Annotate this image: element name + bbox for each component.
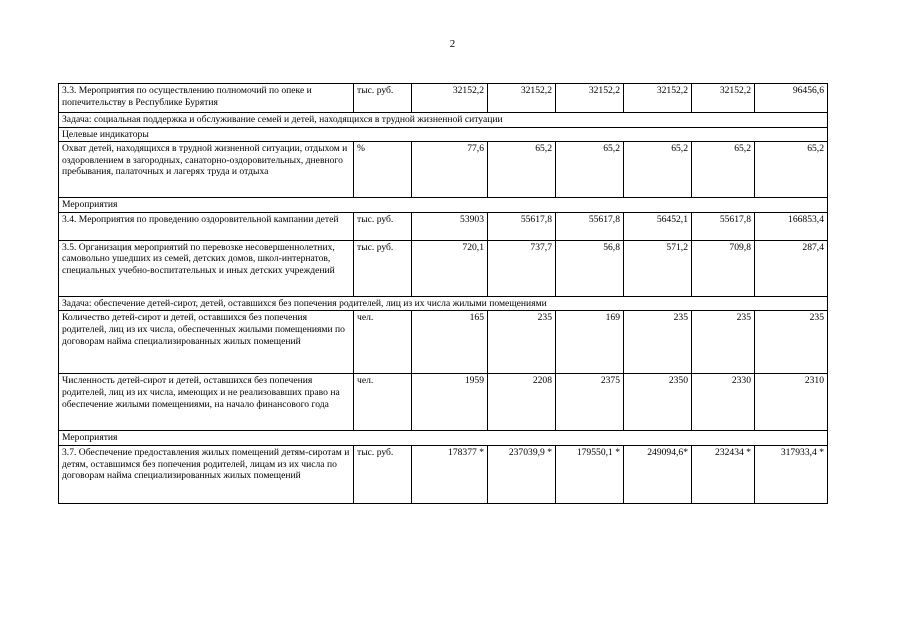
section-heading: Мероприятия bbox=[59, 198, 828, 213]
unit-cell: тыс. руб. bbox=[354, 445, 412, 503]
value-cell: 235 bbox=[488, 311, 556, 374]
value-cell: 65,2 bbox=[755, 142, 828, 198]
section-heading: Мероприятия bbox=[59, 431, 828, 446]
row-name-cell: Охват детей, находящихся в трудной жизненной ситуации, отдыхом и оздоровлением в загородных, санаторно-оздоровительных, дневного пребывания, палаточных и лагерях труда и отдыха bbox=[59, 142, 354, 198]
value-cell: 237039,9 * bbox=[488, 445, 556, 503]
value-cell: 56,8 bbox=[556, 240, 624, 296]
section-row bbox=[59, 127, 828, 142]
value-cell: 235 bbox=[692, 311, 755, 374]
page-number: 2 bbox=[449, 38, 456, 50]
value-cell: 55617,8 bbox=[692, 212, 755, 240]
table-row bbox=[59, 311, 828, 374]
value-cell: 96456,6 bbox=[755, 84, 828, 113]
value-cell: 235 bbox=[755, 311, 828, 374]
unit-cell: тыс. руб. bbox=[354, 84, 412, 113]
value-cell: 2310 bbox=[755, 374, 828, 431]
value-cell: 2330 bbox=[692, 374, 755, 431]
value-cell: 166853,4 bbox=[755, 212, 828, 240]
section-row bbox=[59, 431, 828, 446]
value-cell: 55617,8 bbox=[488, 212, 556, 240]
value-cell: 249094,6* bbox=[624, 445, 692, 503]
unit-cell: тыс. руб. bbox=[354, 240, 412, 296]
value-cell: 55617,8 bbox=[556, 212, 624, 240]
value-cell: 737,7 bbox=[488, 240, 556, 296]
row-name-cell: Численность детей-сирот и детей, оставшихся без попечения родителей, лиц из их числа, имеющих и не реализовавших право на обеспечение жилыми помещениями, на начало финансового года bbox=[59, 374, 354, 431]
value-cell: 2208 bbox=[488, 374, 556, 431]
value-cell: 32152,2 bbox=[692, 84, 755, 113]
table-row bbox=[59, 240, 828, 296]
value-cell: 709,8 bbox=[692, 240, 755, 296]
section-heading: Целевые индикаторы bbox=[59, 127, 828, 142]
row-name-cell: Количество детей-сирот и детей, оставшихся без попечения родителей, лиц из их числа, обеспеченных жилыми помещениями по договорам найма специализированных жилых помещений bbox=[59, 311, 354, 374]
value-cell: 65,2 bbox=[624, 142, 692, 198]
table-row bbox=[59, 212, 828, 240]
unit-cell: чел. bbox=[354, 374, 412, 431]
value-cell: 1959 bbox=[412, 374, 488, 431]
value-cell: 32152,2 bbox=[488, 84, 556, 113]
table-row bbox=[59, 142, 828, 198]
row-name-cell: 3.5. Организация мероприятий по перевозке несовершеннолетних, самовольно ушедших из семей, детских домов, школ-интернатов, специальных учебно-воспитательных и иных детских учреждений bbox=[59, 240, 354, 296]
unit-cell: % bbox=[354, 142, 412, 198]
section-heading: Задача: социальная поддержка и обслуживание семей и детей, находящихся в трудной жизненной ситуации bbox=[59, 113, 828, 128]
value-cell: 65,2 bbox=[556, 142, 624, 198]
row-name-cell: 3.3. Мероприятия по осуществлению полномочий по опеке и попечительству в Республике Бурятия bbox=[59, 84, 354, 113]
value-cell: 65,2 bbox=[692, 142, 755, 198]
unit-cell: тыс. руб. bbox=[354, 212, 412, 240]
value-cell: 32152,2 bbox=[624, 84, 692, 113]
row-name-cell: 3.4. Мероприятия по проведению оздоровительной кампании детей bbox=[59, 212, 354, 240]
value-cell: 720,1 bbox=[412, 240, 488, 296]
value-cell: 65,2 bbox=[488, 142, 556, 198]
table-row bbox=[59, 374, 828, 431]
value-cell: 32152,2 bbox=[556, 84, 624, 113]
value-cell: 287,4 bbox=[755, 240, 828, 296]
row-name-cell: 3.7. Обеспечение предоставления жилых помещений детям-сиротам и детям, оставшимся без попечения родителей, лицам из их числа по договорам найма специализированных жилых помещений bbox=[59, 445, 354, 503]
table-row bbox=[59, 84, 828, 113]
value-cell: 2375 bbox=[556, 374, 624, 431]
section-heading: Задача: обеспечение детей-сирот, детей, оставшихся без попечения родителей, лиц из их числа жилыми помещениями bbox=[59, 296, 828, 311]
value-cell: 165 bbox=[412, 311, 488, 374]
table-row bbox=[59, 445, 828, 503]
section-row bbox=[59, 113, 828, 128]
value-cell: 571,2 bbox=[624, 240, 692, 296]
value-cell: 169 bbox=[556, 311, 624, 374]
section-row bbox=[59, 198, 828, 213]
unit-cell: чел. bbox=[354, 311, 412, 374]
value-cell: 53903 bbox=[412, 212, 488, 240]
value-cell: 179550,1 * bbox=[556, 445, 624, 503]
program-indicators-table bbox=[58, 83, 828, 504]
value-cell: 77,6 bbox=[412, 142, 488, 198]
value-cell: 317933,4 * bbox=[755, 445, 828, 503]
value-cell: 232434 * bbox=[692, 445, 755, 503]
value-cell: 2350 bbox=[624, 374, 692, 431]
table-body bbox=[59, 84, 828, 504]
section-row bbox=[59, 296, 828, 311]
value-cell: 32152,2 bbox=[412, 84, 488, 113]
value-cell: 178377 * bbox=[412, 445, 488, 503]
value-cell: 56452,1 bbox=[624, 212, 692, 240]
value-cell: 235 bbox=[624, 311, 692, 374]
